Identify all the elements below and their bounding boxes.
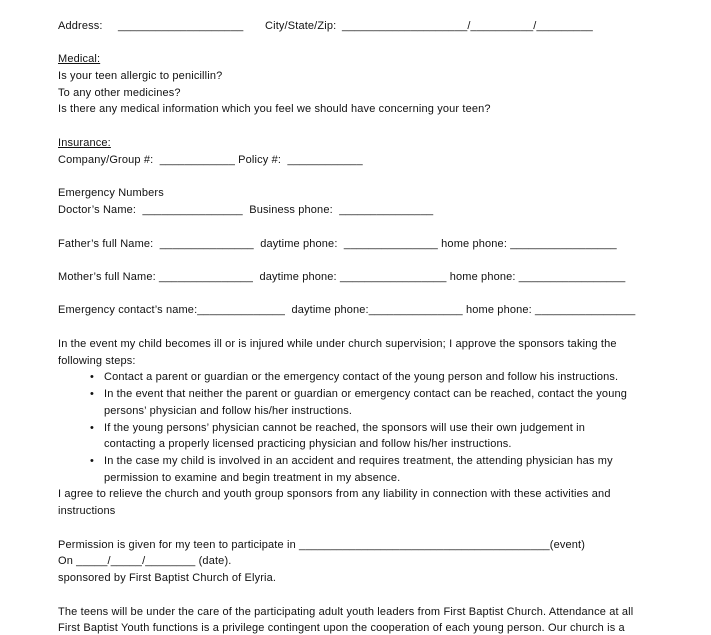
bullet-4-text-line-2: permission to examine and begin treatment in my absence. (104, 472, 401, 484)
bullet-2-text-line-1: In the event that neither the parent or guardian or emergency contact can be reached, contact the young (104, 388, 628, 400)
permission-date-line[interactable]: On _____/_____/________ (date). (58, 555, 232, 567)
mother-line[interactable]: Mother’s full Name: _______________ daytime phone: _________________ home phone: _________________ (58, 271, 626, 283)
medical-question-penicillin: Is your teen allergic to penicillin? (58, 70, 223, 82)
father-line[interactable]: Father’s full Name: _______________ daytime phone: _______________ home phone: _________________ (58, 238, 617, 250)
bullet-2-marker: • (90, 388, 95, 400)
insurance-line[interactable]: Company/Group #: ____________ Policy #: ____________ (58, 154, 363, 166)
city-state-zip-label: City/State/Zip: (265, 20, 337, 32)
consent-intro-line-2: following steps: (58, 355, 136, 367)
emergency-heading: Emergency Numbers (58, 187, 164, 199)
emergency-contact-line[interactable]: Emergency contact’s name:______________ daytime phone:_______________ home phone: ________________ (58, 304, 636, 316)
care-line-1: The teens will be under the care of the participating adult youth leaders from First Baptist Church. Attendance at all (58, 606, 634, 618)
agree-line-2: instructions (58, 505, 116, 517)
permission-sponsor-line: sponsored by First Baptist Church of Elyria. (58, 572, 277, 584)
bullet-2-text-line-2: persons’ physician and follow his/her instructions. (104, 405, 353, 417)
bullet-3-marker: • (90, 422, 95, 434)
city-state-zip-blank[interactable]: ____________________/__________/_________ (342, 20, 593, 32)
bullet-3-text-line-2: contacting a properly licensed practicing physician and follow his/her instructions. (104, 438, 512, 450)
permission-event-line[interactable]: Permission is given for my teen to participate in ________________________________________(event) (58, 539, 586, 551)
medical-question-info: Is there any medical information which you feel we should have concerning your teen? (58, 103, 491, 115)
address-blank[interactable]: ____________________ (118, 20, 244, 32)
agree-line-1: I agree to relieve the church and youth group sponsors from any liability in connection with these activities and (58, 488, 611, 500)
care-line-2: First Baptist Youth functions is a privilege contingent upon the cooperation of each young person. Our church is a (58, 622, 625, 634)
bullet-4-text-line-1: In the case my child is involved in an accident and requires treatment, the attending physician has my (104, 455, 613, 467)
address-label: Address: (58, 20, 103, 32)
bullet-3-text-line-1: If the young persons’ physician cannot be reached, the sponsors will use their own judgement in (104, 422, 586, 434)
bullet-1-marker: • (90, 371, 95, 383)
bullet-1-text: Contact a parent or guardian or the emergency contact of the young person and follow his instructions. (104, 371, 619, 383)
medical-heading: Medical: (58, 53, 101, 65)
doctor-line[interactable]: Doctor’s Name: ________________ Business phone: _______________ (58, 204, 434, 216)
insurance-heading: Insurance: (58, 137, 111, 149)
medical-question-other-medicines: To any other medicines? (58, 87, 181, 99)
bullet-4-marker: • (90, 455, 95, 467)
consent-intro-line-1: In the event my child becomes ill or is injured while under church supervision; I approve the sponsors taking the (58, 338, 617, 350)
